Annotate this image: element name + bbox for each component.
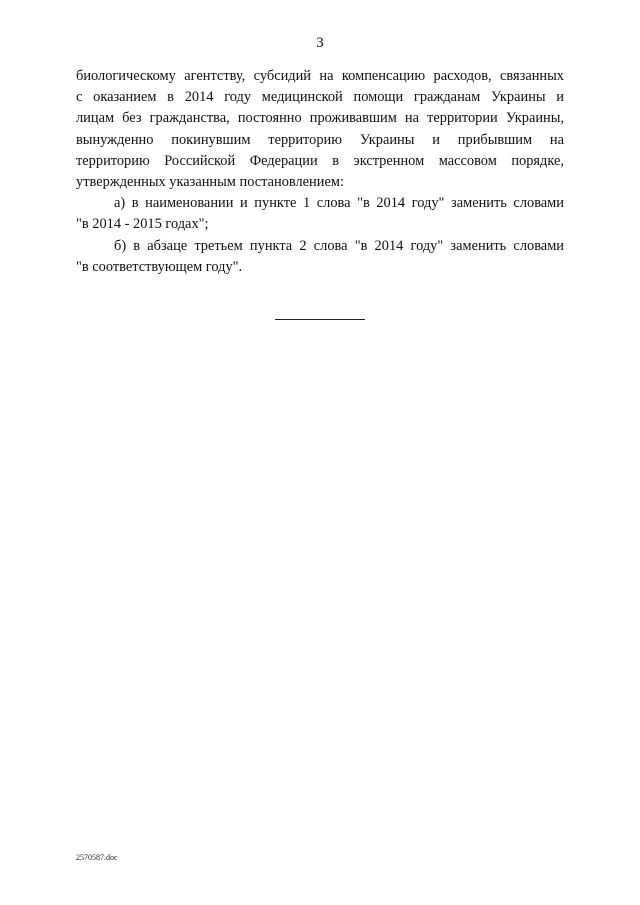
item-a [76,193,564,235]
text-line: "в соответствующем году". [76,258,243,275]
item-b [76,236,564,278]
text-line: территорию Российской Федерации в экстренном массовом порядке, [76,152,564,169]
text-line: лицам без гражданства, постоянно проживавшим на территории Украины, [76,110,564,127]
text-line: утвержденных указанным постановлением: [76,174,344,191]
text-line: вынужденно покинувшим территорию Украины и прибывшим на [76,131,564,148]
text-line: "в 2014 - 2015 годах"; [76,216,209,233]
page-number: 3 [316,35,324,51]
text-line: с оказанием в 2014 году медицинской помощи гражданам Украины и [76,89,564,106]
end-separator-line [275,319,365,320]
text-line: б) в абзаце третьем пункта 2 слова "в 2014 году" заменить словами [114,237,564,254]
text-line: а) в наименовании и пункте 1 слова "в 2014 году" заменить словами [114,195,564,212]
paragraph-continuation [76,66,564,193]
document-body [76,66,564,278]
document-file-id: 2570587.doc [76,853,118,862]
text-line: биологическому агентству, субсидий на компенсацию расходов, связанных [76,68,564,84]
